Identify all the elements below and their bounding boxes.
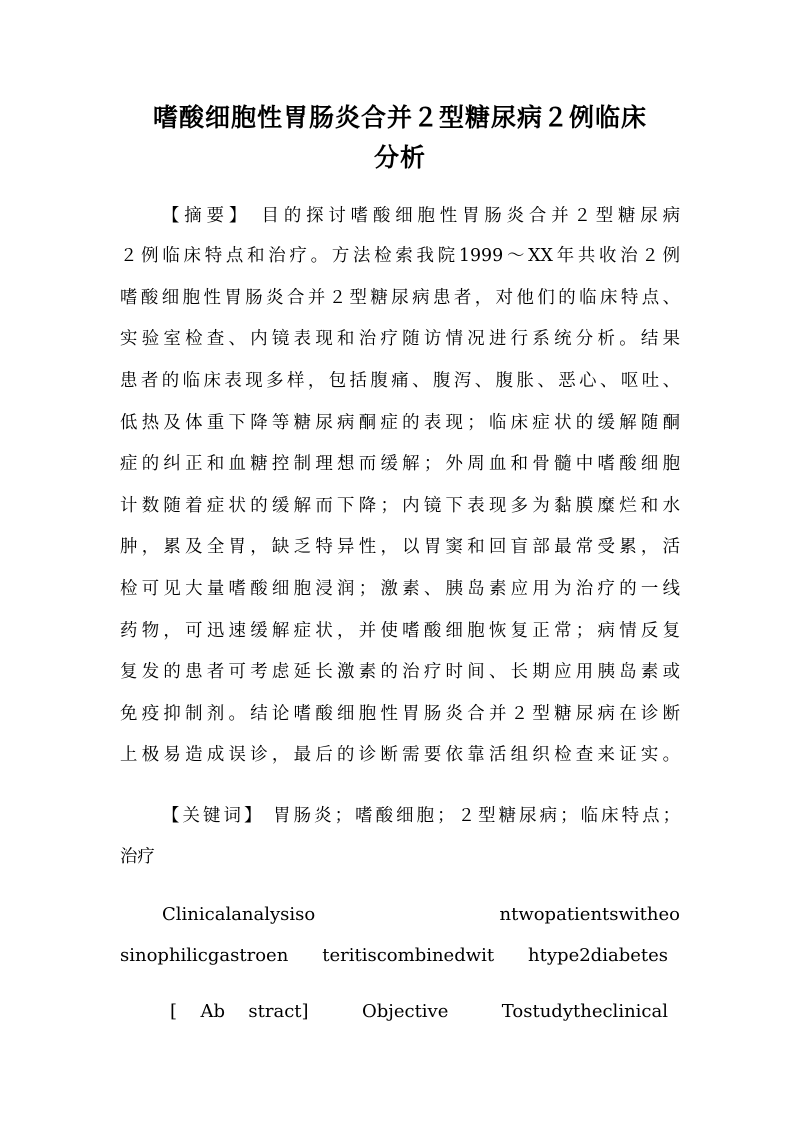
abstract-line-9: 肿，累及全胃，缺乏特异性，以胃窦和回盲部最常受累，活 [120,537,680,557]
abstract-line-6: 低热及体重下降等糖尿病酮症的表现；临床症状的缓解随酮 [120,413,680,433]
abstract-line-13: 免疫抑制剂。结论嗜酸细胞性胃肠炎合并２型糖尿病在诊断 [120,704,680,724]
abstract-line-14: 上极易造成误诊，最后的诊断需要依靠活组织检查来证实。 [120,745,680,765]
abstract-line-8: 计数随着症状的缓解而下降；内镜下表现多为黏膜糜烂和水 [120,496,680,516]
abstract-line-5: 患者的临床表现多样，包括腹痛、腹泻、腹胀、恶心、呕吐、 [120,371,680,391]
abstract-line-4: 实验室检查、内镜表现和治疗随访情况进行系统分析。结果 [120,329,680,349]
document-title-line-1: 嗜酸细胞性胃肠炎合并２型糖尿病２例临床 [152,103,647,132]
abstract-line-12: 复发的患者可考虑延长激素的治疗时间、长期应用胰岛素或 [120,662,680,682]
keywords-line-1: 【关键词】 胃肠炎；嗜酸细胞；２型糖尿病；临床特点； [162,806,680,826]
abstract-line-7: 症的纠正和血糖控制理想而缓解；外周血和骨髓中嗜酸细胞 [120,454,680,474]
abstract-line-1: 【摘要】 目的探讨嗜酸细胞性胃肠炎合并２型糖尿病 [162,206,680,226]
english-title-line-2: sinophilicgastroen teritiscombinedwit htype2diabetes [120,945,668,966]
english-abstract-line-1: [ Ab stract] Objective Tostudytheclinical [170,1001,668,1022]
document-title-line-2: 分析 [373,143,426,172]
keywords-line-2: 治疗 [120,847,155,867]
abstract-line-10: 检可见大量嗜酸细胞浸润；激素、胰岛素应用为治疗的一线 [120,579,680,599]
abstract-line-11: 药物，可迅速缓解症状，并使嗜酸细胞恢复正常；病情反复 [120,621,680,641]
abstract-line-2: ２例临床特点和治疗。方法检索我院1999～XX年共收治２例 [120,246,680,266]
abstract-line-3: 嗜酸细胞性胃肠炎合并２型糖尿病患者，对他们的临床特点、 [120,288,680,308]
english-title-line-1: Clinicalanalysiso ntwopatientswitheo [162,904,680,925]
